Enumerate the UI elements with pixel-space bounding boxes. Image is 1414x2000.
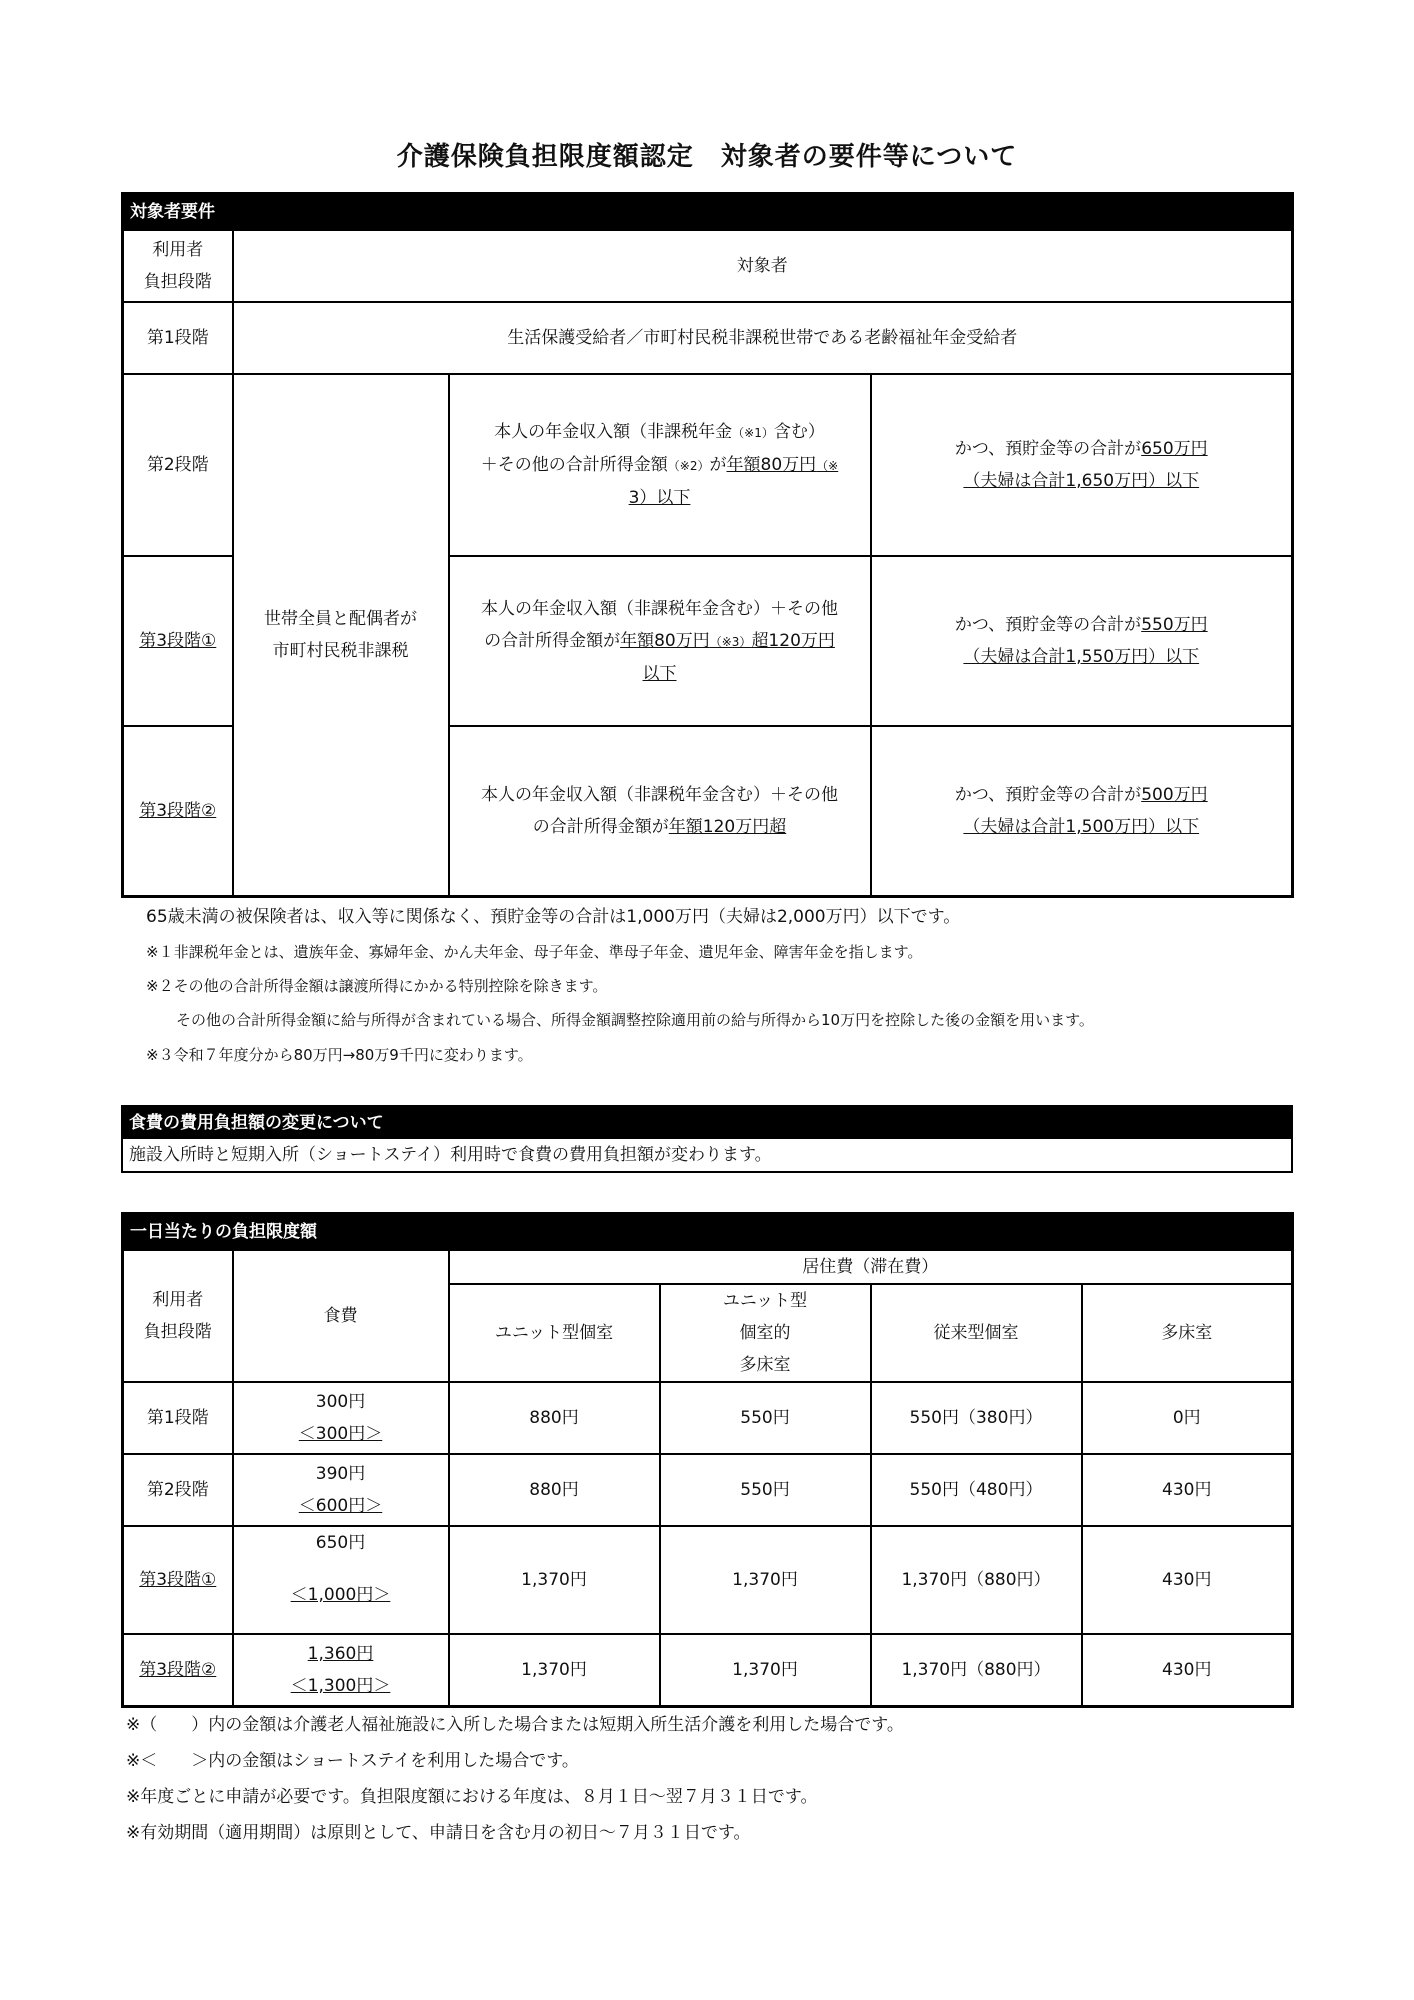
row-stage: 第3段階① [123,1526,233,1634]
row-conventional: 550円（380円） [871,1382,1082,1454]
stage2-income-text-b: 含む） [773,422,825,442]
stage2-income-text-a: 本人の年金収入額（非課税年金 [494,422,733,442]
stage3-2-savings-couple: （夫婦は合計1,500万円）以下 [963,816,1200,837]
food-cost-change-text: 施設入所時と短期入所（ショートステイ）利用時で食費の費用負担額が変わります。 [129,1145,772,1165]
row-food [233,1526,449,1634]
food-short-stay: ＜300円＞ [298,1424,383,1444]
food-facility: 1,360円 [307,1643,374,1664]
stage3-1-savings-couple: （夫婦は合計1,550万円）以下 [963,647,1200,667]
stage1-target: 生活保護受給者／市町村民税非課税世帯である老齢福祉年金受給者 [233,302,1293,374]
column-header-unit-semi-line2: 個室的 [739,1323,791,1343]
food-cost-change-box [121,1105,1293,1173]
row-unit-semi-private: 1,370円 [660,1526,871,1634]
row-unit-semi-private: 550円 [660,1382,871,1454]
stage3-2-savings-amount: 500万円 [1141,784,1208,805]
row-conventional: 1,370円（880円） [871,1526,1082,1634]
column-header-unit-semi-line3: 多床室 [739,1355,791,1375]
stage2-savings-amount: 650万円 [1141,439,1208,459]
stage3-2-income-condition [449,726,871,896]
stage3-1-income-text-a: 本人の年金収入額（非課税年金含む）＋その他 [481,598,838,619]
note-1: ※１非課税年金とは、遺族年金、寡婦年金、かん夫年金、母子年金、準母子年金、遺児年金、障害年金を指します。 [146,943,923,961]
eligibility-table [121,192,1294,898]
row-conventional: 1,370円（880円） [871,1634,1082,1706]
stage2-savings-text: かつ、預貯金等の合計が [954,439,1142,459]
note-2: ※２その他の合計所得金額は譲渡所得にかかる特別控除を除きます。 [146,977,608,995]
stage3-1-income-note: （※3） [709,634,752,649]
column-header-food: 食費 [233,1250,449,1382]
stage3-1-income-condition [449,556,871,726]
column-header-unit-private: ユニット型個室 [449,1284,660,1382]
column-header-stage-line2: 負担段階 [143,272,212,292]
stage3-1-income-text-b: の合計所得金額が [484,630,621,651]
table-row [123,1382,1293,1454]
stage3-1-income-upper: 超120万円 [751,630,835,651]
row-conventional: 550円（480円） [871,1454,1082,1526]
stage3-1-savings-amount: 550万円 [1141,615,1208,635]
stage2-income-note-1: （※1） [732,426,774,440]
stage3-1-income-limit: 年額80万円 [620,630,710,651]
food-short-stay: ＜1,000円＞ [290,1585,391,1605]
stage2-income-note-2: （※2） [667,459,710,473]
note-3: ※３令和７年度分から80万円→80万9千円に変わります。 [146,1046,533,1064]
row-unit-semi-private: 550円 [660,1454,871,1526]
section-header-daily-limit: 一日当たりの負担限度額 [123,1214,1293,1251]
column-header-multi-bed: 多床室 [1082,1284,1293,1382]
food-short-stay: ＜600円＞ [298,1496,383,1516]
stage2-income-text-c: ＋その他の合計所得金額 [480,455,668,475]
stage2-income-condition [449,374,871,556]
row-unit-semi-private: 1,370円 [660,1634,871,1706]
row-multi-bed: 430円 [1082,1526,1293,1634]
note-annual-application: ※年度ごとに申請が必要です。負担限度額における年度は、８月１日～翌７月３１日です。 [126,1787,818,1807]
stage2-income-text-d: が [709,455,727,475]
household-condition [233,374,449,896]
section-header-food-cost: 食費の費用負担額の変更について [123,1107,1291,1139]
column-header-stage-line1: 利用者 [152,240,204,260]
row-multi-bed: 430円 [1082,1634,1293,1706]
table-row [123,1526,1293,1634]
row-unit-private: 1,370円 [449,1634,660,1706]
stage3-1-label: 第3段階① [123,556,233,726]
stage3-2-savings-text: かつ、預貯金等の合計が [954,784,1142,805]
column-header-target: 対象者 [233,230,1293,302]
table-row [123,1454,1293,1526]
row-unit-private: 880円 [449,1382,660,1454]
row-food [233,1454,449,1526]
row-stage: 第3段階② [123,1634,233,1706]
household-condition-line1: 世帯全員と配偶者が [264,608,417,629]
column-header-stage-line1: 利用者 [152,1290,204,1310]
food-facility: 300円 [315,1392,366,1412]
stage3-2-savings-condition [871,726,1293,896]
table-row [123,1634,1293,1706]
stage2-label: 第2段階 [123,374,233,556]
column-header-stage [123,230,233,302]
food-short-stay: ＜1,300円＞ [290,1675,391,1696]
row-food [233,1382,449,1454]
stage2-savings-condition [871,374,1293,556]
household-condition-line2: 市町村民税非課税 [272,640,409,661]
stage3-2-income-limit: 年額120万円超 [668,816,787,837]
stage2-savings-couple: （夫婦は合計1,650万円）以下 [963,471,1200,491]
stage2-income-note-3: （※ [816,459,839,473]
section-header-eligibility: 対象者要件 [123,194,1293,231]
food-facility: 650円 [315,1533,366,1553]
stage3-1-savings-condition [871,556,1293,726]
column-header-unit-semi-line1: ユニット型 [722,1291,808,1311]
column-header-unit-semi-private [660,1284,871,1382]
column-header-stage [123,1250,233,1382]
stage3-1-savings-text: かつ、預貯金等の合計が [954,615,1142,635]
note-validity-period: ※有効期間（適用期間）は原則として、申請日を含む月の初日～７月３１日です。 [126,1823,751,1843]
stage1-label: 第1段階 [123,302,233,374]
stage3-2-income-text-a: 本人の年金収入額（非課税年金含む）＋その他 [481,784,838,805]
stage2-income-text-e: 3）以下 [628,488,691,508]
daily-limit-table [121,1212,1294,1708]
note-under-65: 65歳未満の被保険者は、収入等に関係なく、預貯金等の合計は1,000万円（夫婦は2,000万円）以下です。 [146,907,961,927]
note-2-detail: その他の合計所得金額に給与所得が含まれている場合、所得金額調整控除適用前の給与所得から10万円を控除した後の金額を用います。 [176,1011,1094,1029]
stage3-2-income-text-b: の合計所得金額が [532,816,669,837]
page-title: 介護保険負担限度額認定 対象者の要件等について [396,142,1018,172]
note-angle-brackets: ※＜ ＞内の金額はショートステイを利用した場合です。 [126,1751,579,1771]
row-stage: 第2段階 [123,1454,233,1526]
row-multi-bed: 430円 [1082,1454,1293,1526]
note-parentheses: ※（ ）内の金額は介護老人福祉施設に入所した場合または短期入所生活介護を利用した場合です。 [126,1715,904,1735]
row-multi-bed: 0円 [1082,1382,1293,1454]
stage2-income-limit: 年額80万円 [726,455,817,475]
row-food [233,1634,449,1706]
stage3-2-label: 第3段階② [123,726,233,896]
column-header-stage-line2: 負担段階 [143,1322,212,1342]
column-header-conventional-private: 従来型個室 [871,1284,1082,1382]
row-unit-private: 880円 [449,1454,660,1526]
row-stage: 第1段階 [123,1382,233,1454]
food-facility: 390円 [315,1464,366,1484]
row-unit-private: 1,370円 [449,1526,660,1634]
column-header-housing: 居住費（滞在費） [449,1250,1293,1284]
stage3-1-income-text-d: 以下 [642,663,677,684]
